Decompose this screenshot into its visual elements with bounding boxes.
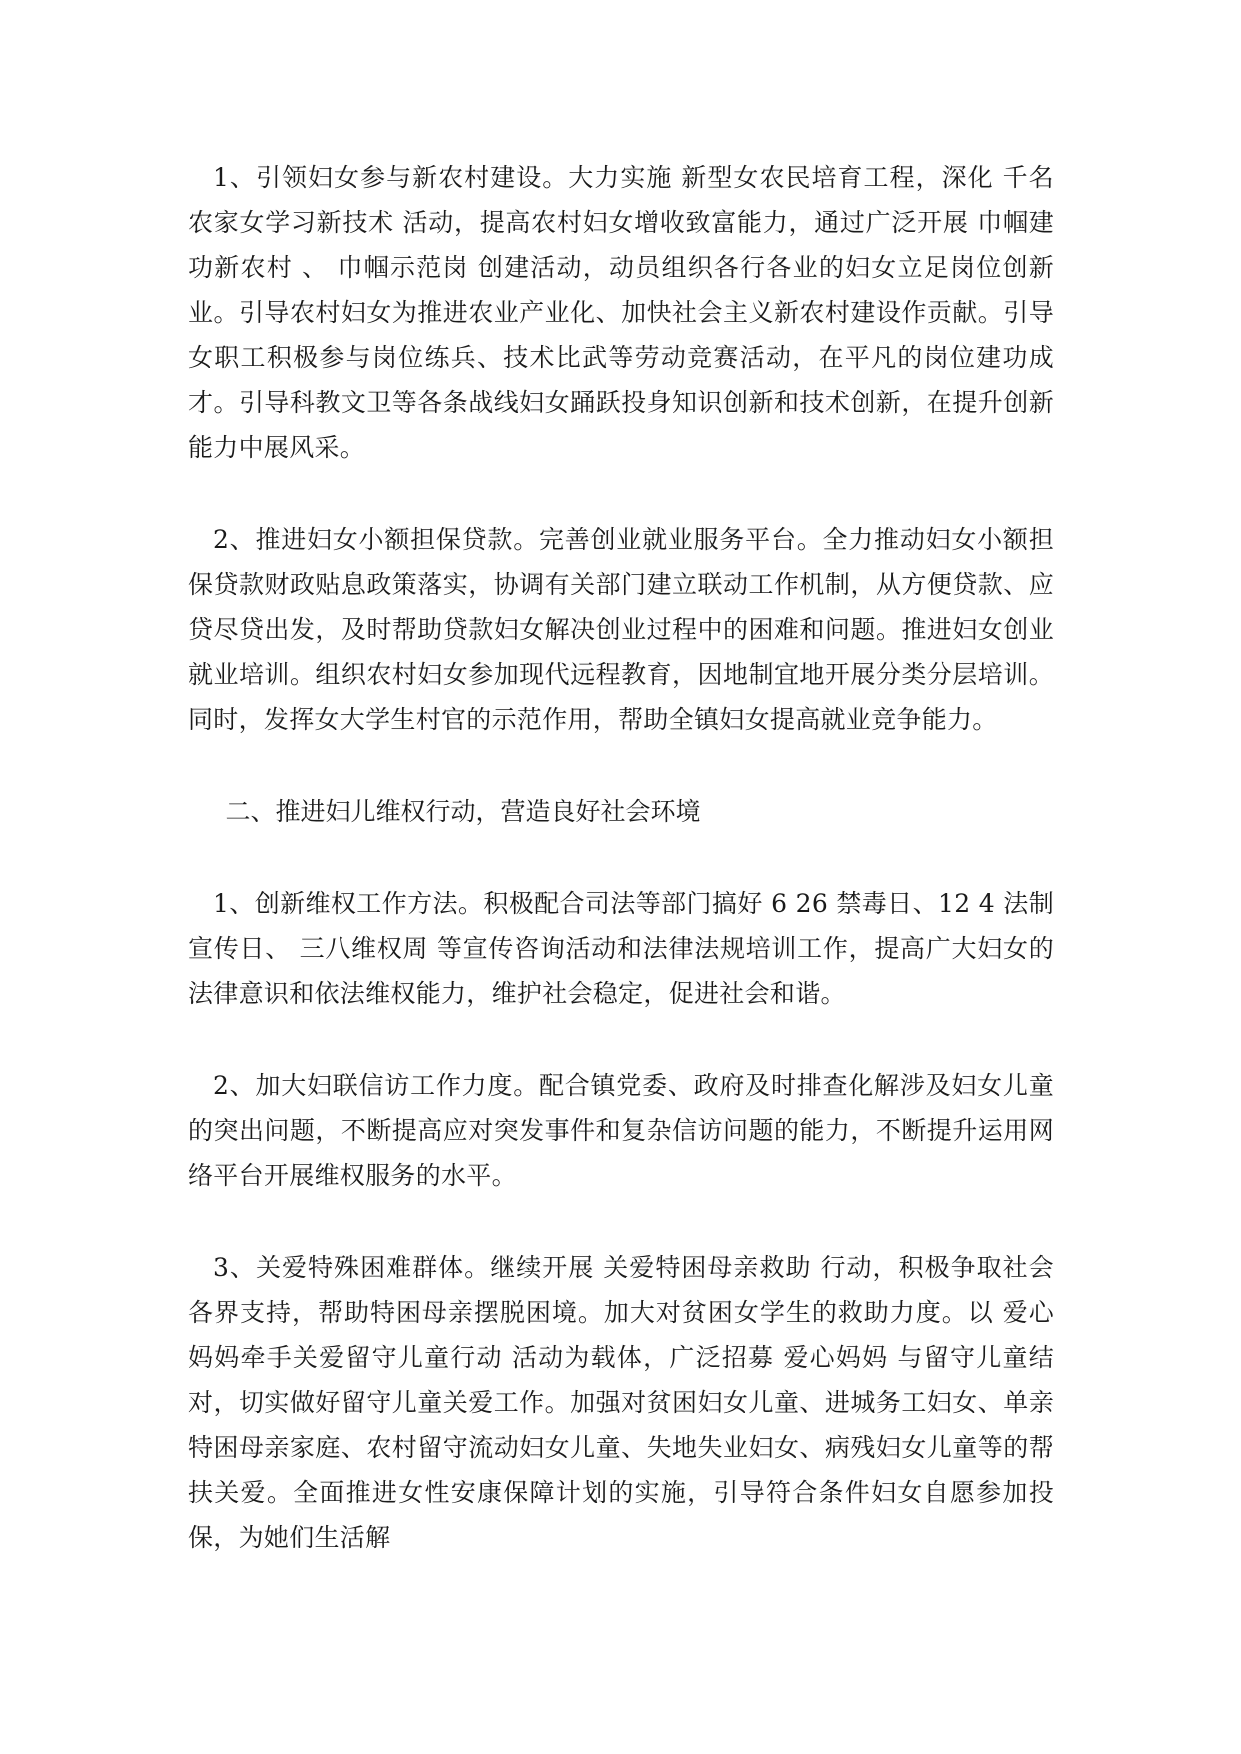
paragraph-microloans: 2、推进妇女小额担保贷款。完善创业就业服务平台。全力推动妇女小额担保贷款财政贴息政策落实，协调有关部门建立联动工作机制，从方便贷款、应贷尽贷出发，及时帮助贷款妇女解决创业过程中的困难和问题。推进妇女创业就业培训。组织农村妇女参加现代远程教育，因地制宜地开展分类分层培训。同时，发挥女大学生村官的示范作用，帮助全镇妇女提高就业竞争能力。: [188, 525, 1054, 734]
paragraph-women-new-countryside: 1、引领妇女参与新农村建设。大力实施 新型女农民培育工程，深化 千名农家女学习新技术 活动，提高农村妇女增收致富能力，通过广泛开展 巾帼建功新农村 、 巾帼示范岗 创建活动，动员组织各行各业的妇女立足岗位创新业。引导农村妇女为推进农业产业化、加快社会主义新农村建设作贡献。引导女职工积极参与岗位练兵、技术比武等劳动竞赛活动，在平凡的岗位建功成才。引导科教文卫等各条战线妇女踊跃投身知识创新和技术创新，在提升创新能力中展风采。: [188, 163, 1054, 462]
document-body: [188, 155, 1054, 1607]
section-heading-rights-protection: 二、推进妇儿维权行动，营造良好社会环境: [225, 797, 701, 826]
paragraph-rights-methods: 1、创新维权工作方法。积极配合司法等部门搞好 6 26 禁毒日、12 4 法制宣传日、 三八维权周 等宣传咨询活动和法律法规培训工作，提高广大妇女的法律意识和依法维权能力，维护社会稳定，促进社会和谐。: [188, 889, 1054, 1008]
paragraph-vulnerable-groups: 3、关爱特殊困难群体。继续开展 关爱特困母亲救助 行动，积极争取社会各界支持，帮助特困母亲摆脱困境。加大对贫困女学生的救助力度。以 爱心妈妈牵手关爱留守儿童行动 活动为载体，广泛招募 爱心妈妈 与留守儿童结对，切实做好留守儿童关爱工作。加强对贫困妇女儿童、进城务工妇女、单亲特困母亲家庭、农村留守流动妇女儿童、失地失业妇女、病残妇女儿童等的帮扶关爱。全面推进女性安康保障计划的实施，引导符合条件妇女自愿参加投保，为她们生活解: [188, 1253, 1054, 1552]
paragraph-petition-work: 2、加大妇联信访工作力度。配合镇党委、政府及时排查化解涉及妇女儿童的突出问题，不断提高应对突发事件和复杂信访问题的能力，不断提升运用网络平台开展维权服务的水平。: [188, 1071, 1054, 1190]
